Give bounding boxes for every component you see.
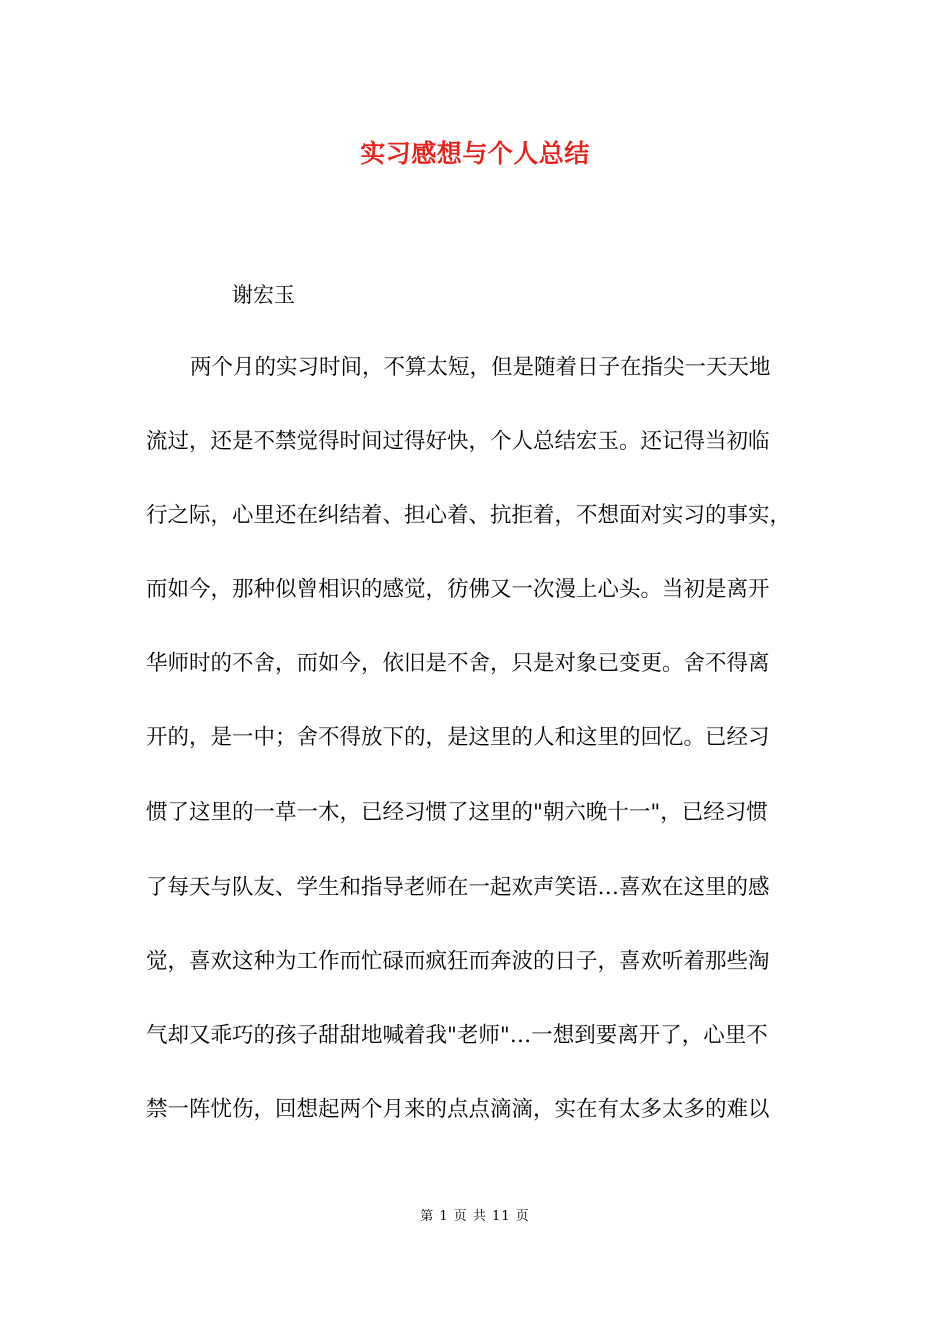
body-line: 流过，还是不禁觉得时间过得好快，个人总结宏玉。还记得当初临	[146, 429, 770, 454]
body-line: 行之际，心里还在纠结着、担心着、抗拒着，不想面对实习的事实，	[146, 503, 792, 528]
body-line: 华师时的不舍，而如今，依旧是不舍，只是对象已变更。舍不得离	[146, 651, 770, 676]
body-line: 觉，喜欢这种为工作而忙碌而疯狂而奔波的日子，喜欢听着那些淘	[146, 949, 770, 974]
body-line: 开的，是一中；舍不得放下的，是这里的人和这里的回忆。已经习	[146, 725, 770, 750]
body-line: 禁一阵忧伤，回想起两个月来的点点滴滴，实在有太多太多的难以	[146, 1097, 770, 1122]
document-title: 实习感想与个人总结	[360, 139, 590, 168]
author-name: 谢宏玉	[232, 283, 295, 307]
body-line: 两个月的实习时间，不算太短，但是随着日子在指尖一天天地	[190, 355, 771, 380]
page-number-label: 第 1 页 共 11 页	[420, 1209, 530, 1224]
body-line: 了每天与队友、学生和指导老师在一起欢声笑语…喜欢在这里的感	[146, 875, 770, 900]
body-line: 而如今，那种似曾相识的感觉，彷佛又一次漫上心头。当初是离开	[146, 577, 770, 602]
body-line: 气却又乖巧的孩子甜甜地喊着我"老师"…一想到要离开了，心里不	[146, 1023, 768, 1048]
page-number	[0, 1207, 950, 1227]
body-line: 惯了这里的一草一木，已经习惯了这里的"朝六晚十一"，已经习惯	[146, 800, 768, 825]
